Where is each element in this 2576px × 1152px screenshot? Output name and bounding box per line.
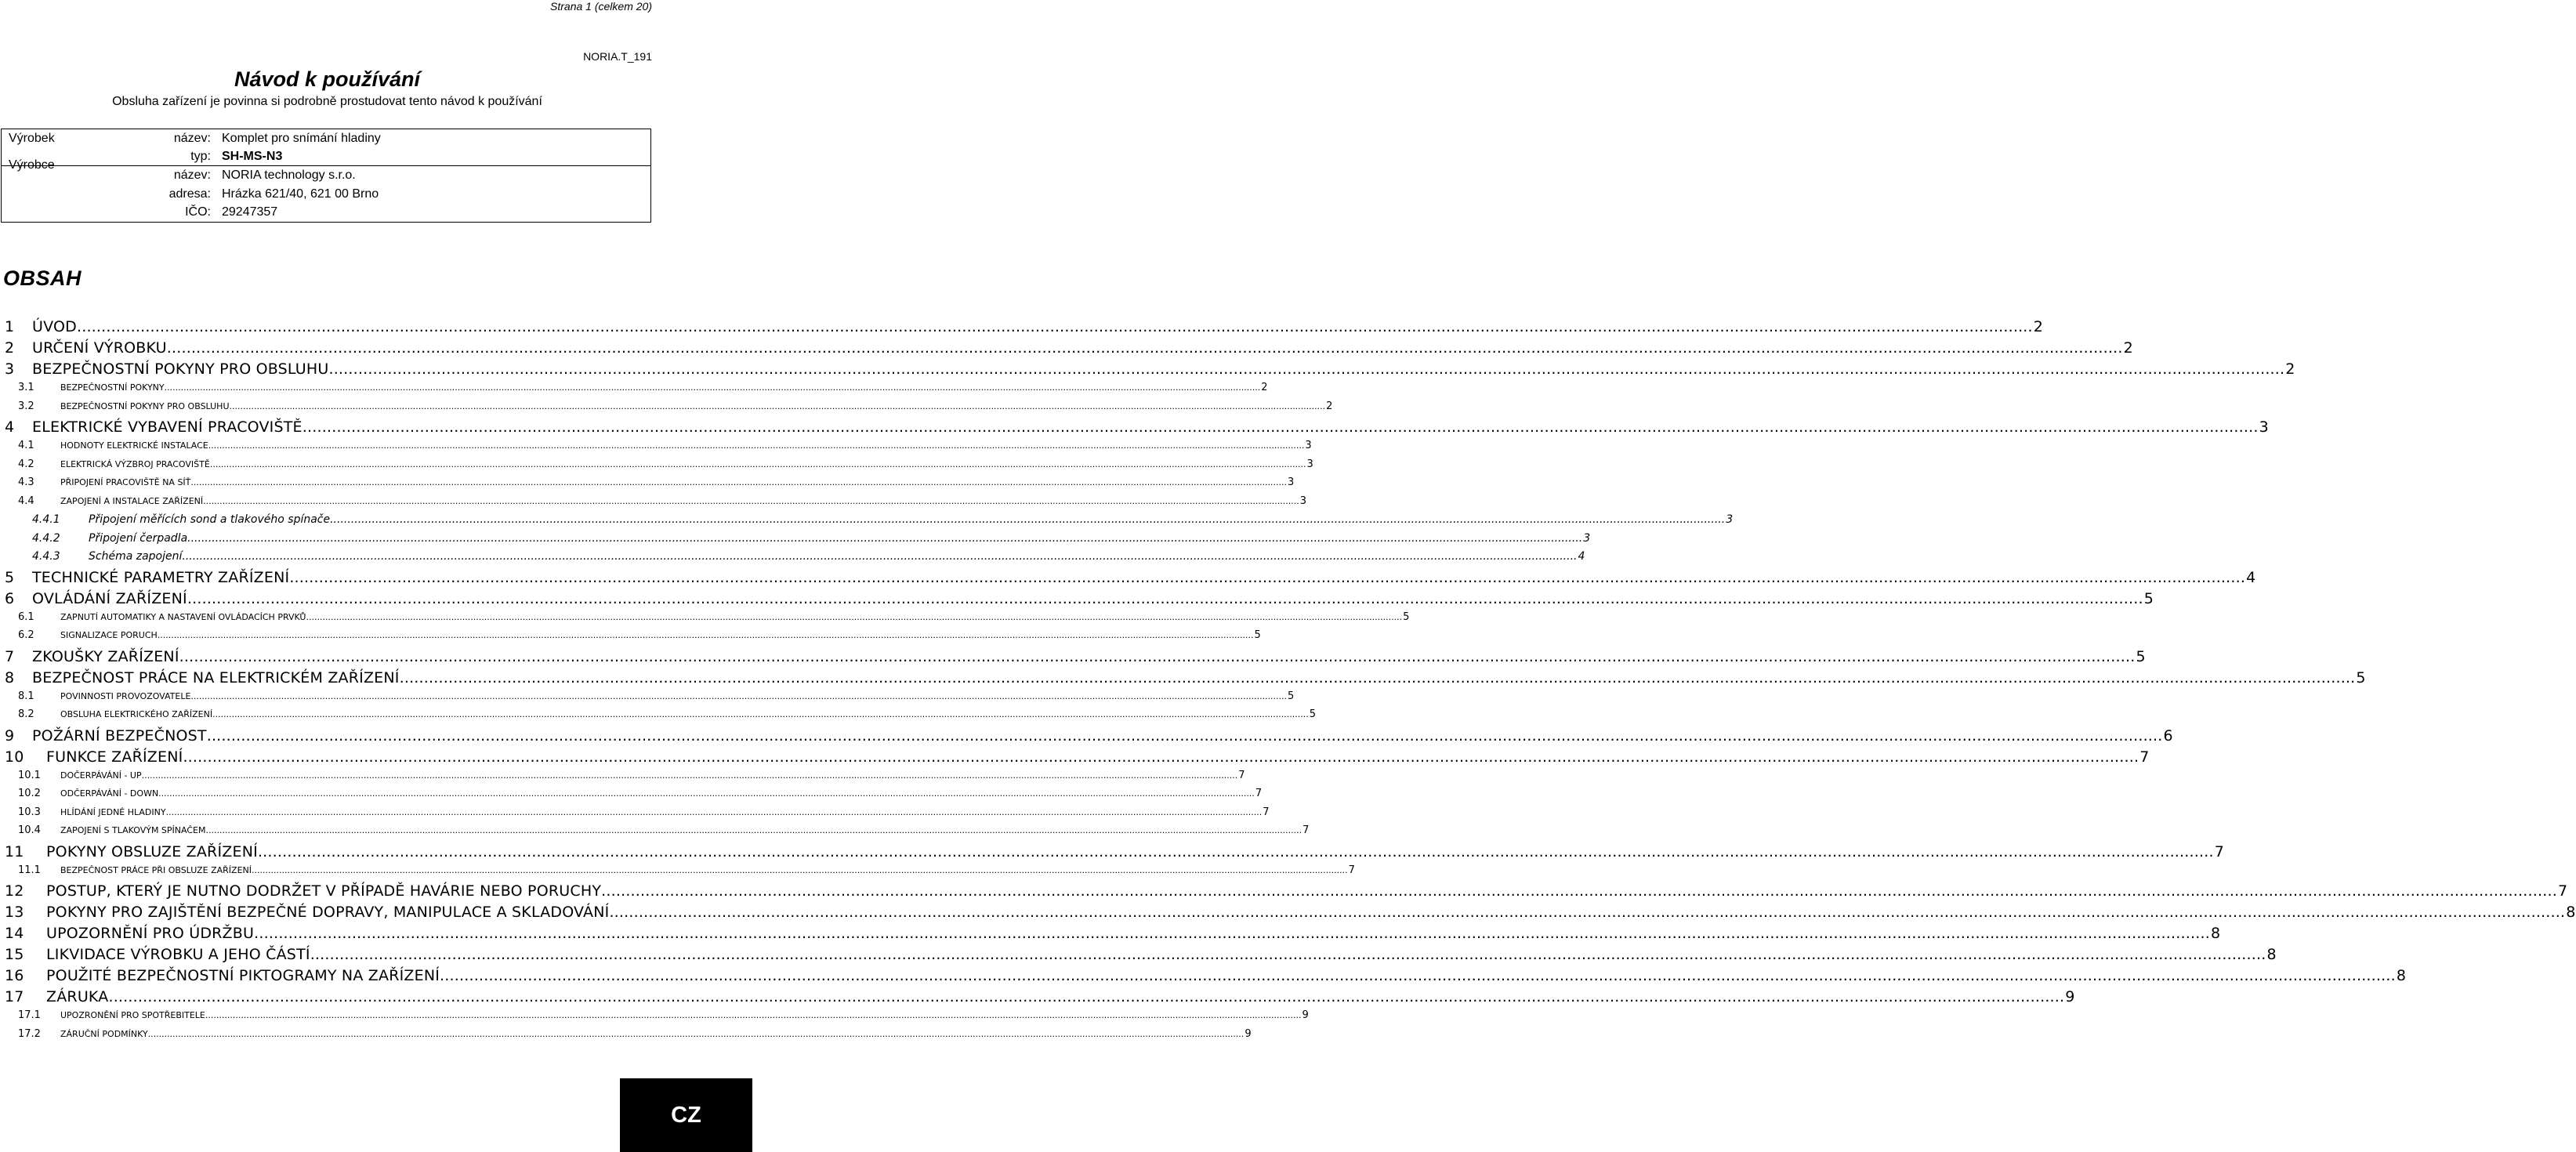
toc-entry-title: POŽÁRNÍ BEZPEČNOST <box>32 726 207 744</box>
info-label: název: <box>173 168 211 182</box>
toc-leader-dots: ................................................................................................................................................................................................................................................................................................................................................................................................................ <box>212 709 1309 719</box>
toc-entry-number: 4.1 <box>18 440 34 451</box>
toc-entry-title: ZAPOJENÍ A INSTALACE ZAŘÍZENÍ <box>60 495 204 506</box>
toc-entry-line <box>32 360 2295 378</box>
page-subtitle: Obsluha zařízení je povinna si podrobně prostudovat tento návod k používání <box>112 95 542 108</box>
toc-entry-title: ZAPOJENÍ S TLAKOVÝM SPÍNAČEM <box>60 825 206 835</box>
info-table <box>1 129 651 223</box>
toc-entry-number: 8.2 <box>18 708 34 720</box>
toc-entry-page: 9 <box>1302 1009 1309 1021</box>
language-badge: CZ <box>620 1078 752 1152</box>
toc-entry-page: 5 <box>2143 589 2154 607</box>
toc-entry-page: 5 <box>1254 629 1261 641</box>
toc-entry-number: 4 <box>5 418 15 436</box>
toc-entry-title: SIGNALIZACE PORUCH <box>60 630 158 640</box>
toc-entry-line <box>32 647 2146 665</box>
toc-entry-page: 7 <box>2214 842 2225 860</box>
toc-entry-number: 17 <box>5 988 24 1005</box>
toc-entry-page: 2 <box>1261 382 1268 393</box>
toc-entry-page: 3 <box>2259 418 2269 436</box>
toc-entry-title: Připojení čerpadla <box>89 531 188 545</box>
toc-entry-page: 3 <box>1288 476 1295 488</box>
toc-entry-title: ZÁRUČNÍ PODMÍNKY <box>60 1028 148 1039</box>
toc-entry-number: 4.4 <box>18 494 34 507</box>
toc-entry-number: 4.2 <box>18 458 34 470</box>
toc-leader-dots: ................................................................................................................................................................................................................................................................................................................................................................................................................ <box>206 726 2163 744</box>
toc-entry-page: 3 <box>1583 531 1591 545</box>
toc-entry-title: Schéma zapojení <box>89 550 183 563</box>
toc-entry-page: 9 <box>1245 1027 1252 1040</box>
section-label-product: Výrobek <box>9 132 55 145</box>
toc-entry-page: 2 <box>2123 339 2133 357</box>
toc-entry-number: 3 <box>5 360 15 378</box>
toc-entry-line <box>32 726 2173 744</box>
toc-entry-page: 7 <box>2139 748 2150 766</box>
toc-entry-page: 5 <box>1288 690 1295 702</box>
toc-entry-number: 17.1 <box>18 1009 41 1021</box>
toc-entry-title: ZKOUŠKY ZAŘÍZENÍ <box>32 647 179 665</box>
info-row-ico <box>2 203 650 221</box>
toc-entry-number: 7 <box>5 647 15 665</box>
toc-entry-number: 17.2 <box>18 1027 41 1040</box>
toc-leader-dots: ................................................................................................................................................................................................................................................................................................................................................................................................................ <box>164 382 1261 393</box>
toc-entry-title: TECHNICKÉ PARAMETRY ZAŘÍZENÍ <box>32 568 290 586</box>
info-value: NORIA technology s.r.o. <box>222 168 356 182</box>
toc-leader-dots: ................................................................................................................................................................................................................................................................................................................................................................................................................ <box>208 440 1305 451</box>
toc-entry-title: ELEKTRICKÉ VYBAVENÍ PRACOVIŠTĚ <box>32 418 303 436</box>
toc-entry-page: 2 <box>2033 318 2044 335</box>
toc-entry-title: ELEKTRICKÁ VÝZBROJ PRACOVIŠTĚ <box>60 458 210 469</box>
toc-leader-dots: ................................................................................................................................................................................................................................................................................................................................................................................................................ <box>609 904 2566 921</box>
toc-entry-page: 7 <box>1302 824 1310 836</box>
info-value: 29247357 <box>222 205 278 219</box>
toc-leader-dots: ................................................................................................................................................................................................................................................................................................................................................................................................................ <box>190 477 1288 487</box>
toc-entry-line <box>60 440 1312 451</box>
toc-entry-page: 5 <box>2356 668 2366 686</box>
toc-entry-line <box>60 708 1317 720</box>
toc-entry-title: HLÍDÁNÍ JEDNÉ HLADINY <box>60 806 166 817</box>
toc-entry-line <box>32 339 2133 357</box>
toc-entry-number: 14 <box>5 925 24 942</box>
toc-leader-dots: ................................................................................................................................................................................................................................................................................................................................................................................................................ <box>182 550 1578 563</box>
toc-entry-page: 9 <box>2065 988 2075 1005</box>
toc-entry-page: 8 <box>2566 904 2576 921</box>
toc-entry-number: 15 <box>5 946 24 963</box>
toc-entry-line <box>60 382 1268 393</box>
page-title: Návod k používání <box>234 67 421 91</box>
toc-entry-page: 8 <box>2396 967 2407 984</box>
toc-leader-dots: ................................................................................................................................................................................................................................................................................................................................................................................................................ <box>205 825 1302 835</box>
toc-leader-dots: ................................................................................................................................................................................................................................................................................................................................................................................................................ <box>310 946 2266 963</box>
toc-entry-page: 8 <box>2210 925 2221 942</box>
toc-entry-number: 11 <box>5 842 24 860</box>
toc-entry-line <box>60 788 1263 799</box>
toc-entry-page: 4 <box>1578 550 1585 563</box>
toc-entry-number: 4.3 <box>18 476 34 488</box>
page-counter: Strana 1 (celkem 20) <box>550 0 652 13</box>
toc-entry-page: 3 <box>1726 513 1734 526</box>
toc-entry-number: 6.1 <box>18 610 34 623</box>
toc-entry-number: 11.1 <box>18 864 41 876</box>
toc-entry-line <box>60 629 1261 641</box>
toc-entry-title: ÚVOD <box>32 318 77 335</box>
toc-entry-line <box>46 946 2277 963</box>
info-label: typ: <box>190 150 211 163</box>
toc-entry-line <box>32 668 2366 686</box>
toc-entry-line <box>89 550 1585 563</box>
toc-entry-number: 3.2 <box>18 400 34 412</box>
toc-heading: OBSAH <box>3 266 82 290</box>
info-row-manufacturer-name <box>2 158 650 184</box>
toc-leader-dots: ................................................................................................................................................................................................................................................................................................................................................................................................................ <box>209 458 1306 469</box>
info-value: Komplet pro snímání hladiny <box>222 132 381 145</box>
toc-leader-dots: ................................................................................................................................................................................................................................................................................................................................................................................................................ <box>157 630 1254 640</box>
toc-leader-dots: ................................................................................................................................................................................................................................................................................................................................................................................................................ <box>257 842 2214 860</box>
info-row-address <box>2 185 650 203</box>
toc-leader-dots: ................................................................................................................................................................................................................................................................................................................................................................................................................ <box>179 647 2136 665</box>
section-label-manufacturer: Výrobce <box>9 158 55 172</box>
toc-entry-page: 5 <box>2136 647 2146 665</box>
toc-entry-title: DOČERPÁVÁNÍ - UP <box>60 770 142 781</box>
toc-entry-title: POSTUP, KTERÝ JE NUTNO DODRŽET V PŘÍPADĚ HAVÁRIE NEBO PORUCHY <box>46 882 602 900</box>
toc-entry-number: 5 <box>5 568 15 586</box>
toc-leader-dots: ................................................................................................................................................................................................................................................................................................................................................................................................................ <box>399 668 2356 686</box>
toc-entry-title: POUŽITÉ BEZPEČNOSTNÍ PIKTOGRAMY NA ZAŘÍZENÍ <box>46 967 440 984</box>
toc-entry-title: URČENÍ VÝROBKU <box>32 339 167 357</box>
toc-entry-title: POVINNOSTI PROVOZOVATELE <box>60 690 191 701</box>
toc-entry-line <box>60 494 1307 507</box>
toc-entry-page: 6 <box>2163 726 2173 744</box>
toc-entry-number: 12 <box>5 882 24 900</box>
toc-entry-number: 13 <box>5 904 24 921</box>
toc-leader-dots: ................................................................................................................................................................................................................................................................................................................................................................................................................ <box>330 513 1726 526</box>
toc-entry-line <box>60 690 1295 702</box>
toc-leader-dots: ................................................................................................................................................................................................................................................................................................................................................................................................................ <box>289 568 2246 586</box>
document-code: NORIA.T_191 <box>583 50 652 63</box>
toc-entry-number: 10.3 <box>18 806 41 818</box>
toc-entry-title: UPOZRONĚNÍ PRO SPOTŘEBITELE <box>60 1010 205 1020</box>
info-label: IČO: <box>185 205 211 219</box>
toc-leader-dots: ................................................................................................................................................................................................................................................................................................................................................................................................................ <box>601 882 2557 900</box>
toc-entry-page: 5 <box>1309 708 1317 720</box>
toc-entry-number: 3.1 <box>18 382 34 393</box>
toc-leader-dots: ................................................................................................................................................................................................................................................................................................................................................................................................................ <box>203 495 1299 506</box>
toc-entry-line <box>60 769 1245 781</box>
toc-entry-line <box>89 513 1734 526</box>
toc-entry-line <box>60 476 1295 488</box>
toc-entry-line <box>60 806 1270 818</box>
info-label: adresa: <box>168 187 211 201</box>
toc-entry-line <box>46 988 2075 1005</box>
toc-leader-dots: ................................................................................................................................................................................................................................................................................................................................................................................................................ <box>183 748 2139 766</box>
toc-entry-number: 9 <box>5 726 15 744</box>
toc-entry-line <box>46 748 2150 766</box>
toc-leader-dots: ................................................................................................................................................................................................................................................................................................................................................................................................................ <box>187 531 1583 545</box>
toc-entry-title: BEZPEČNOSTNÍ POKYNY PRO OBSLUHU <box>60 400 230 411</box>
toc-entry-page: 2 <box>1326 400 1333 412</box>
toc-leader-dots: ................................................................................................................................................................................................................................................................................................................................................................................................................ <box>440 967 2396 984</box>
toc-entry-page: 7 <box>1263 806 1270 818</box>
toc-entry-title: UPOZORNĚNÍ PRO ÚDRŽBU <box>46 925 255 942</box>
toc-entry-number: 6.2 <box>18 629 34 641</box>
toc-leader-dots: ................................................................................................................................................................................................................................................................................................................................................................................................................ <box>190 690 1288 701</box>
toc-entry-page: 2 <box>2285 360 2295 378</box>
toc-entry-number: 10.4 <box>18 824 41 836</box>
toc-entry-title: HODNOTY ELEKTRICKÉ INSTALACE <box>60 440 208 451</box>
toc-entry-page: 3 <box>1299 494 1307 507</box>
toc-entry-line <box>60 610 1410 623</box>
toc-entry-title: FUNKCE ZAŘÍZENÍ <box>46 748 183 766</box>
toc-entry-title: POKYNY PRO ZAJIŠTĚNÍ BEZPEČNÉ DOPRAVY, MANIPULACE A SKLADOVÁNÍ <box>46 904 610 921</box>
toc-leader-dots: ................................................................................................................................................................................................................................................................................................................................................................................................................ <box>302 418 2259 436</box>
toc-entry-line <box>60 1027 1252 1040</box>
toc-entry-number: 4.4.2 <box>32 531 60 545</box>
toc-leader-dots: ................................................................................................................................................................................................................................................................................................................................................................................................................ <box>229 400 1326 411</box>
toc-leader-dots: ................................................................................................................................................................................................................................................................................................................................................................................................................ <box>306 611 1403 622</box>
toc-leader-dots: ................................................................................................................................................................................................................................................................................................................................................................................................................ <box>158 788 1255 799</box>
toc-entry-title: ZAPNUTÍ AUTOMATIKY A NASTAVENÍ OVLÁDACÍCH PRVKŮ <box>60 611 306 622</box>
toc-entry-number: 4.4.1 <box>32 513 60 526</box>
toc-entry-line <box>60 864 1355 876</box>
toc-entry-line <box>60 458 1313 470</box>
toc-entry-title: Připojení měřících sond a tlakového spínače <box>89 513 331 526</box>
toc-entry-title: BEZPEČNOST PRÁCE NA ELEKTRICKÉM ZAŘÍZENÍ <box>32 668 400 686</box>
toc-leader-dots: ................................................................................................................................................................................................................................................................................................................................................................................................................ <box>76 318 2033 335</box>
toc-entry-number: 4.4.3 <box>32 550 60 563</box>
info-value: SH-MS-N3 <box>222 150 283 163</box>
toc-entry-number: 8 <box>5 668 15 686</box>
toc-leader-dots: ................................................................................................................................................................................................................................................................................................................................................................................................................ <box>165 806 1263 817</box>
toc-entry-title: POKYNY OBSLUZE ZAŘÍZENÍ <box>46 842 258 860</box>
toc-entry-line <box>32 568 2256 586</box>
toc-entry-line <box>60 1009 1309 1021</box>
toc-entry-line <box>60 400 1333 412</box>
toc-entry-title: BEZPEČNOSTNÍ POKYNY <box>60 382 165 393</box>
toc-entry-title: BEZPEČNOSTNÍ POKYNY PRO OBSLUHU <box>32 360 329 378</box>
toc-entry-number: 6 <box>5 589 15 607</box>
toc-entry-number: 10.1 <box>18 769 41 781</box>
toc-leader-dots: ................................................................................................................................................................................................................................................................................................................................................................................................................ <box>252 864 1348 875</box>
toc-entry-page: 3 <box>1305 440 1312 451</box>
toc-entry-line <box>46 967 2407 984</box>
toc-entry-page: 5 <box>1403 610 1410 623</box>
toc-entry-page: 7 <box>1348 864 1355 876</box>
toc-entry-page: 7 <box>1238 769 1245 781</box>
toc-entry-page: 8 <box>2266 946 2277 963</box>
toc-entry-title: ZÁRUKA <box>46 988 109 1005</box>
toc-entry-title: ODČERPÁVÁNÍ - DOWN <box>60 788 159 799</box>
toc-entry-number: 10.2 <box>18 788 41 799</box>
toc-entry-number: 16 <box>5 967 24 984</box>
toc-entry-line <box>60 824 1310 836</box>
toc-entry-line <box>46 925 2221 942</box>
toc-leader-dots: ................................................................................................................................................................................................................................................................................................................................................................................................................ <box>187 589 2143 607</box>
info-value: Hrázka 621/40, 621 00 Brno <box>222 187 379 201</box>
toc-leader-dots: ................................................................................................................................................................................................................................................................................................................................................................................................................ <box>328 360 2285 378</box>
toc-entry-line <box>32 318 2044 335</box>
toc-entry-page: 3 <box>1306 458 1313 470</box>
toc-entry-line <box>46 882 2568 900</box>
toc-leader-dots: ................................................................................................................................................................................................................................................................................................................................................................................................................ <box>205 1010 1302 1020</box>
info-label: název: <box>173 132 211 145</box>
toc-entry-title: PŘIPOJENÍ PRACOVIŠTĚ NA SÍŤ <box>60 477 191 487</box>
toc-leader-dots: ................................................................................................................................................................................................................................................................................................................................................................................................................ <box>166 339 2123 357</box>
toc-entry-line <box>89 531 1591 545</box>
toc-leader-dots: ................................................................................................................................................................................................................................................................................................................................................................................................................ <box>141 770 1238 781</box>
toc-leader-dots: ................................................................................................................................................................................................................................................................................................................................................................................................................ <box>254 925 2210 942</box>
toc-entry-number: 1 <box>5 318 15 335</box>
toc-entry-line <box>32 589 2154 607</box>
toc-entry-title: OBSLUHA ELEKTRICKÉHO ZAŘÍZENÍ <box>60 709 213 719</box>
info-row-product-name <box>2 129 650 147</box>
toc-entry-number: 10 <box>5 748 24 766</box>
toc-entry-page: 7 <box>2557 882 2568 900</box>
toc-entry-title: OVLÁDÁNÍ ZAŘÍZENÍ <box>32 589 187 607</box>
toc-leader-dots: ................................................................................................................................................................................................................................................................................................................................................................................................................ <box>147 1028 1245 1039</box>
toc-entry-number: 8.1 <box>18 690 34 702</box>
toc-entry-title: LIKVIDACE VÝROBKU A JEHO ČÁSTÍ <box>46 946 310 963</box>
toc-entry-page: 4 <box>2246 568 2256 586</box>
toc-entry-page: 7 <box>1255 788 1263 799</box>
toc-entry-number: 2 <box>5 339 15 357</box>
toc-entry-title: BEZPEČNOST PRÁCE PŘI OBSLUZE ZAŘÍZENÍ <box>60 864 252 875</box>
info-row-product-type <box>2 147 650 165</box>
toc-entry-line <box>46 904 2576 921</box>
toc-leader-dots: ................................................................................................................................................................................................................................................................................................................................................................................................................ <box>108 988 2065 1005</box>
toc-entry-line <box>32 418 2269 436</box>
toc-entry-line <box>46 842 2225 860</box>
